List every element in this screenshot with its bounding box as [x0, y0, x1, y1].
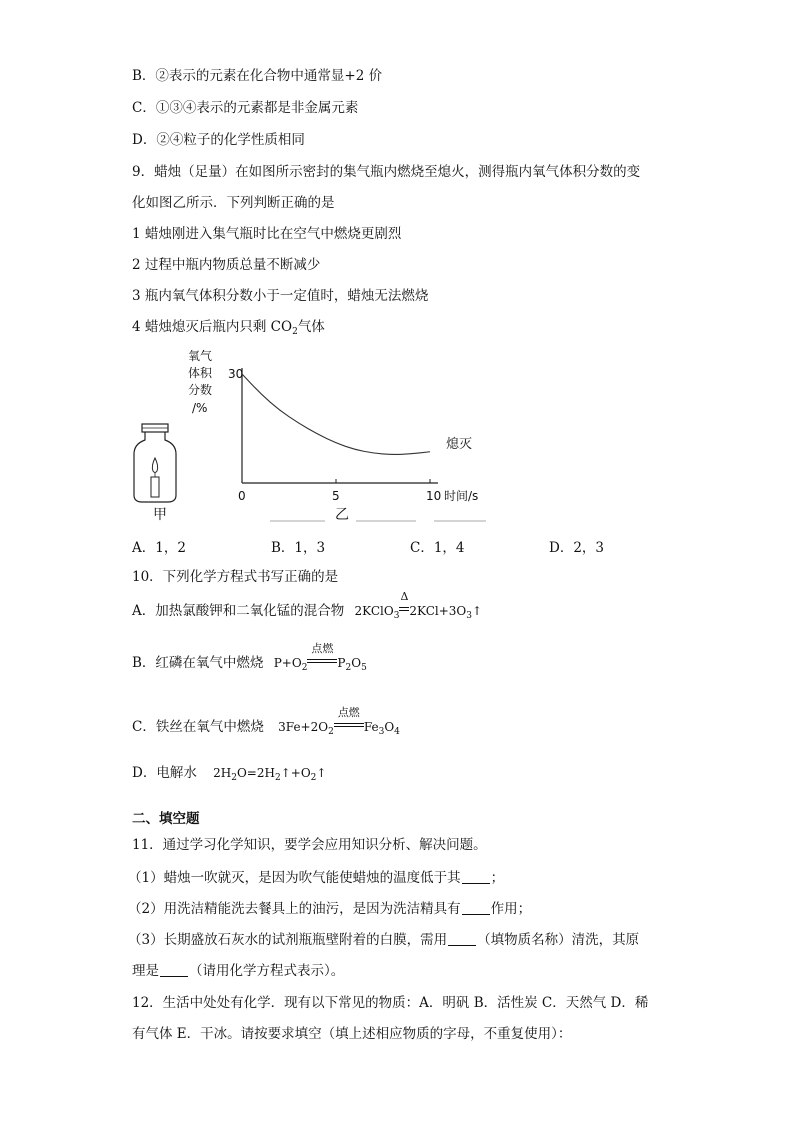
q11-stem: 11．通过学习化学知识，要学会应用知识分析、解决问题。 [132, 837, 487, 853]
q11-p2-end: 作用； [490, 901, 532, 917]
q9-option-a: A．1，2 [132, 540, 186, 556]
q10-c-text: C．铁丝在氧气中燃烧 [132, 719, 264, 735]
q10-option-c [132, 706, 400, 741]
gas-bottle-illustration [134, 424, 176, 502]
q10-d-sub3: 2 [310, 773, 317, 783]
q11-p3-end: （请用化学方程式表示）。 [189, 963, 345, 979]
q9-s4-text: 4 蜡烛熄灭后瓶内只剩 CO [132, 319, 293, 335]
q11-p2-text: （2）用洗洁精能洗去餐具上的油污，是因为洗洁精具有 [128, 901, 461, 917]
q10-a-eq1: 2KClO [354, 604, 394, 618]
x-tick-label: 10 [426, 489, 442, 503]
q10-stem: 10．下列化学方程式书写正确的是 [132, 569, 339, 585]
q11-p3-middle: （填物质名称）清洗，其原 [477, 932, 640, 948]
q10-b-text: B．红磷在氧气中燃烧 [132, 655, 264, 671]
q11-p1-end: ； [490, 870, 505, 886]
q11-p3-blank2[interactable] [160, 964, 188, 977]
q10-d-sub1: 2 [231, 773, 237, 783]
q10-a-sub1: 3 [393, 611, 400, 621]
q11-p2-blank[interactable] [462, 902, 490, 915]
q9-option-b: B．1，3 [271, 540, 326, 556]
fig-label-yi: 乙 [335, 507, 349, 523]
q10-c-condition: 点燃 [337, 706, 360, 719]
q9-stem-line2: 化如图乙所示．下列判断正确的是 [132, 195, 335, 211]
q10-c-sub2: 3 [378, 727, 385, 737]
q10-d-sub2: 2 [274, 773, 281, 783]
q10-a-text: A．加热氯酸钾和二氧化锰的混合物 [132, 603, 345, 619]
q10-b-condition: 点燃 [311, 642, 334, 655]
q10-a-eq2: 2KCl+3O [409, 604, 467, 618]
y-axis-label-1: 氧气 [188, 349, 213, 363]
q9-s4-post: 气体 [297, 319, 325, 335]
q10-d-eq3: ↑+O [280, 766, 311, 780]
q10-a-sub2: 3 [466, 611, 472, 621]
y-axis-label-2: 体积 [188, 366, 213, 380]
q10-option-d [132, 764, 326, 787]
q12-line2: 有气体 E．干冰。请按要求填空（填上述相应物质的字母，不重复使用）： [132, 1026, 572, 1042]
x-axis-label: 时间/s [444, 489, 479, 503]
q9-statement-1: 1 蜡烛刚进入集气瓶时比在空气中燃烧更剧烈 [132, 226, 402, 242]
section-title: 二、填空题 [132, 811, 200, 827]
q9-statement-3: 3 瓶内氧气体积分数小于一定值时，蜡烛无法燃烧 [132, 288, 429, 304]
q10-d-text: D．电解水 [132, 765, 197, 781]
q11-p1-blank[interactable] [462, 871, 490, 884]
candle-flame-icon [152, 458, 157, 473]
q9-statement-4 [132, 318, 325, 341]
q10-b-eq1: P+O [273, 656, 302, 670]
q10-d-eq2: O=2H [236, 766, 275, 780]
q11-part3 [128, 931, 639, 949]
q11-part3-cont [132, 962, 344, 980]
q10-c-sub1: 2 [328, 727, 334, 737]
q10-b-sub3: 5 [361, 663, 367, 673]
x-tick-label: 5 [332, 489, 340, 503]
y-axis-label-3: 分数 [188, 383, 213, 397]
q10-d-eq1: 2H [213, 766, 232, 780]
q8-option-d: D．②④粒子的化学性质相同 [132, 132, 305, 148]
q10-c-eq2: Fe [363, 720, 379, 734]
y-tick-30: 30 [228, 367, 244, 381]
fig-label-jia: 甲 [153, 507, 167, 523]
q10-a-arrow: ↑ [471, 604, 483, 618]
q10-c-eq1: 3Fe+2O [278, 720, 329, 734]
q8-option-b: B．②表示的元素在化合物中通常显+2 价 [132, 68, 383, 84]
q10-b-eq2: P [337, 656, 346, 670]
q10-d-eq4: ↑ [316, 766, 327, 780]
q11-p3-text: （3）长期盛放石灰水的试剂瓶瓶壁附着的白膜，需用 [128, 932, 448, 948]
q11-p3-blank1[interactable] [448, 933, 476, 946]
q9-stem-line1: 9．蜡烛（足量）在如图所示密封的集气瓶内燃烧至熄火，测得瓶内氧气体积分数的变 [132, 164, 641, 180]
q10-option-a [132, 590, 483, 625]
q8-option-c: C．①③④表示的元素都是非金属元素 [132, 100, 359, 116]
oxygen-series-line [242, 374, 430, 454]
q9-option-c: C．1，4 [410, 540, 465, 556]
q12-line1: 12．生活中处处有化学．现有以下常见的物质：A．明矾 B．活性炭 C．天然气 D．稀 [132, 995, 649, 1011]
q11-p1-text: （1）蜡烛一吹就灭，是因为吹气能使蜡烛的温度低于其 [128, 870, 461, 886]
y-axis-label-4: /% [192, 401, 208, 415]
q11-p3-cont-text: 理是 [132, 963, 159, 979]
q10-b-sub2: 2 [345, 663, 352, 673]
q10-c-sub3: 4 [394, 727, 400, 737]
q10-a-condition: Δ [400, 590, 409, 603]
x-tick-label: 0 [238, 489, 246, 503]
q10-b-sub1: 2 [301, 663, 308, 673]
q9-figure [120, 340, 500, 530]
q11-part1 [128, 869, 504, 887]
oxygen-chart [188, 348, 486, 523]
q10-option-b [132, 642, 367, 677]
annotation-extinguish: 熄灭 [446, 437, 473, 452]
q10-b-eq3: O [351, 656, 362, 670]
q10-c-eq3: O [384, 720, 395, 734]
q9-option-d: D．2，3 [549, 540, 605, 556]
q11-part2 [128, 900, 531, 918]
q9-s4-sub: 2 [292, 327, 298, 337]
q9-statement-2: 2 过程中瓶内物质总量不断减少 [132, 257, 321, 273]
